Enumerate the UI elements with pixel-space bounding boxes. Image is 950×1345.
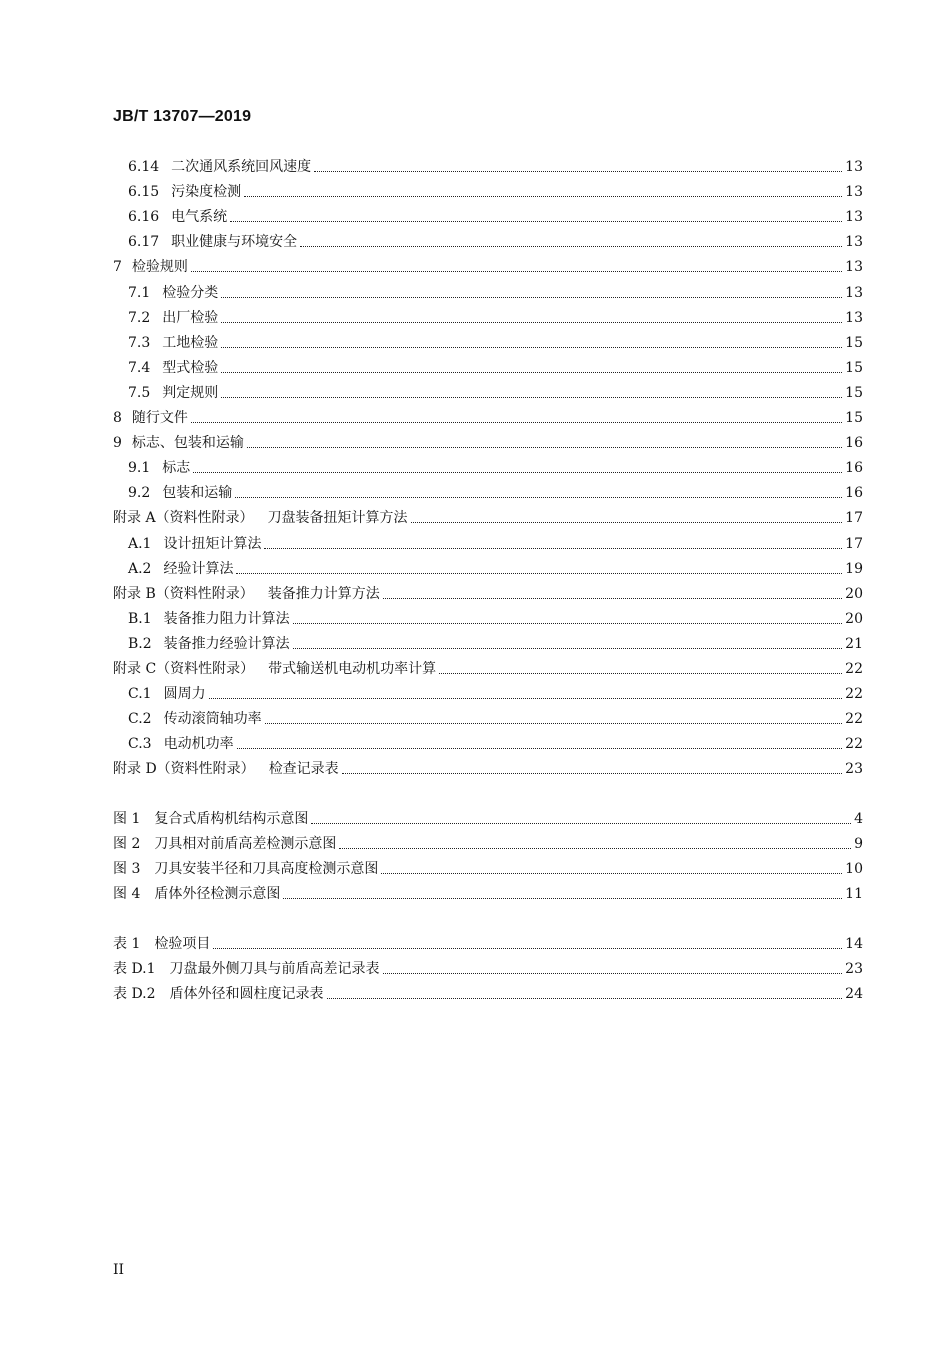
dot-leader (236, 572, 842, 574)
toc-entry[interactable] (128, 229, 863, 251)
toc-entry-number: 9.2 (128, 485, 151, 501)
toc-entry-page: 17 (845, 510, 863, 526)
toc-entry-page: 15 (845, 385, 863, 401)
toc-entry-number: 6.16 (128, 209, 160, 225)
toc-entry[interactable] (128, 706, 863, 728)
dot-leader (381, 872, 842, 874)
toc-entry-number: 图 3 (113, 861, 141, 877)
toc-entry[interactable] (113, 756, 863, 778)
toc-entry-title: 出厂检验 (162, 310, 219, 326)
toc-entry-number: 表 D.1 (113, 961, 156, 977)
standard-code-header: JB/T 13707—2019 (113, 108, 252, 125)
toc-entry-number: B.2 (128, 636, 152, 652)
toc-entry-number: 图 2 (113, 836, 141, 852)
toc-entry[interactable] (113, 405, 863, 427)
toc-entry[interactable] (128, 179, 863, 201)
toc-entry-title: 检查记录表 (268, 761, 339, 777)
toc-entry-page: 13 (845, 259, 863, 275)
toc-entry-page: 13 (845, 285, 863, 301)
toc-entry-page: 19 (845, 561, 863, 577)
toc-entry-page: 23 (845, 961, 863, 977)
toc-entry-number: 7.2 (128, 310, 151, 326)
toc-entry-title: 包装和运输 (162, 485, 233, 501)
toc-entry-title: 随行文件 (131, 410, 188, 426)
toc-entry-number: A.2 (128, 561, 152, 577)
toc-entry-title: 经验计算法 (163, 561, 234, 577)
toc-entry-title: 标志、包装和运输 (131, 435, 244, 451)
toc-entry-title: 检验项目 (154, 936, 211, 952)
toc-entry[interactable] (128, 531, 863, 553)
toc-entry-title: 刀盘最外侧刀具与前盾高差记录表 (169, 961, 380, 977)
toc-entry[interactable] (128, 305, 863, 327)
toc-entry-number: B.1 (128, 611, 152, 627)
dot-leader (244, 195, 842, 197)
toc-entry[interactable] (128, 556, 863, 578)
page-number: II (113, 1262, 125, 1278)
dot-leader (327, 997, 843, 999)
dot-leader (264, 547, 842, 549)
toc-entry-page: 9 (854, 836, 863, 852)
toc-entry-page: 14 (845, 936, 863, 952)
toc-entry-page: 15 (845, 410, 863, 426)
toc-entry[interactable] (128, 731, 863, 753)
toc-entry-page: 17 (845, 536, 863, 552)
toc-entry[interactable] (113, 581, 863, 603)
toc-entry-number: 9.1 (128, 460, 151, 476)
dot-leader (235, 496, 842, 498)
dot-leader (439, 672, 842, 674)
toc-entry[interactable] (128, 280, 863, 302)
toc-entry[interactable] (128, 380, 863, 402)
toc-entry-page: 13 (845, 310, 863, 326)
toc-entry-page: 22 (845, 686, 863, 702)
dot-leader (221, 371, 842, 373)
dot-leader (283, 897, 842, 899)
toc-entry[interactable] (113, 806, 863, 828)
dot-leader (311, 822, 851, 824)
toc-entry[interactable] (128, 330, 863, 352)
toc-entry-number: C.2 (128, 711, 152, 727)
dot-leader (191, 270, 842, 272)
toc-entry-page: 16 (845, 435, 863, 451)
toc-entry-title: 盾体外径检测示意图 (154, 886, 281, 902)
toc-entry-page: 4 (854, 811, 863, 827)
toc-entry-number: C.3 (128, 736, 152, 752)
toc-entry-title: 刀具相对前盾高差检测示意图 (154, 836, 337, 852)
toc-entry[interactable] (128, 154, 863, 176)
toc-entry-page: 20 (845, 586, 863, 602)
toc-entry-page: 13 (845, 209, 863, 225)
toc-entry-page: 15 (845, 335, 863, 351)
dot-leader (265, 722, 843, 724)
toc-entry[interactable] (113, 831, 863, 853)
toc-entry-number: 表 1 (113, 936, 141, 952)
toc-entry-page: 13 (845, 234, 863, 250)
toc-entry-title: 电气系统 (171, 209, 228, 225)
toc-entry[interactable] (128, 681, 863, 703)
toc-entry-title: 刀具安装半径和刀具高度检测示意图 (154, 861, 379, 877)
toc-entry-number: 附录 D（资料性附录） (113, 761, 255, 777)
toc-entry-page: 22 (845, 736, 863, 752)
toc-entry-number: 附录 A（资料性附录） (113, 510, 254, 526)
toc-entry-page: 23 (845, 761, 863, 777)
toc-entry-number: 7 (113, 259, 122, 275)
toc-entry-page: 13 (845, 159, 863, 175)
dot-leader (383, 972, 843, 974)
toc-entry[interactable] (128, 204, 863, 226)
toc-entry-number: 6.17 (128, 234, 160, 250)
dot-leader (221, 396, 842, 398)
dot-leader (221, 296, 842, 298)
toc-entry-title: 带式输送机电动机功率计算 (268, 661, 437, 677)
toc-entry-page: 22 (845, 711, 863, 727)
toc-entry-title: 传动滚筒轴功率 (163, 711, 262, 727)
toc-entry[interactable] (113, 931, 863, 953)
toc-entry[interactable] (128, 480, 863, 502)
toc-entry-page: 21 (845, 636, 863, 652)
toc-entry-number: 7.1 (128, 285, 151, 301)
toc-entry[interactable] (113, 981, 863, 1003)
toc-entry[interactable] (128, 355, 863, 377)
toc-entry-number: 6.14 (128, 159, 160, 175)
dot-leader (230, 220, 842, 222)
toc-entry-title: 检验分类 (162, 285, 219, 301)
toc-entry-title: 标志 (162, 460, 191, 476)
toc-entry-number: 表 D.2 (113, 986, 156, 1002)
dot-leader (247, 446, 842, 448)
toc-entry[interactable] (113, 656, 863, 678)
toc-entry[interactable] (113, 856, 863, 878)
toc-entry-number: 7.5 (128, 385, 151, 401)
toc-entry-title: 设计扭矩计算法 (163, 536, 262, 552)
toc-entry-title: 装备推力计算方法 (267, 586, 380, 602)
toc-entry-title: 圆周力 (163, 686, 206, 702)
toc-entry-number: 附录 B（资料性附录） (113, 586, 254, 602)
toc-entry-page: 22 (845, 661, 863, 677)
toc-entry[interactable] (128, 606, 863, 628)
toc-entry-title: 装备推力阻力计算法 (163, 611, 290, 627)
toc-entry-number: 8 (113, 410, 122, 426)
toc-entry-number: 图 4 (113, 886, 141, 902)
dot-leader (411, 521, 843, 523)
toc-entry[interactable] (113, 956, 863, 978)
toc-entry[interactable] (113, 881, 863, 903)
toc-entry-number: 6.15 (128, 184, 160, 200)
dot-leader (339, 847, 851, 849)
dot-leader (221, 321, 842, 323)
dot-leader (300, 245, 842, 247)
toc-entry[interactable] (113, 505, 863, 527)
dot-leader (209, 697, 843, 699)
toc-entry-number: 7.4 (128, 360, 151, 376)
toc-entry-page: 11 (845, 886, 863, 902)
dot-leader (293, 622, 843, 624)
toc-entry[interactable] (128, 455, 863, 477)
toc-entry-title: 污染度检测 (171, 184, 242, 200)
toc-entry-page: 15 (845, 360, 863, 376)
toc-entry-page: 16 (845, 485, 863, 501)
toc-entry-title: 工地检验 (162, 335, 219, 351)
toc-entry-page: 24 (845, 986, 863, 1002)
dot-leader (293, 647, 843, 649)
toc-entry-title: 装备推力经验计算法 (163, 636, 290, 652)
toc-entry-page: 20 (845, 611, 863, 627)
toc-entry-number: A.1 (128, 536, 152, 552)
dot-leader (383, 597, 842, 599)
toc-entry[interactable] (128, 631, 863, 653)
toc-entry-title: 判定规则 (162, 385, 219, 401)
toc-entry[interactable] (113, 430, 863, 452)
toc-entry-title: 型式检验 (162, 360, 219, 376)
dot-leader (342, 772, 842, 774)
toc-entry-page: 16 (845, 460, 863, 476)
toc-entry-title: 电动机功率 (163, 736, 234, 752)
toc-entry-number: 附录 C（资料性附录） (113, 661, 255, 677)
dot-leader (213, 947, 842, 949)
toc-entry-title: 检验规则 (131, 259, 188, 275)
toc-entry-number: 9 (113, 435, 122, 451)
toc-entry-title: 职业健康与环境安全 (171, 234, 298, 250)
toc-entry[interactable] (113, 254, 863, 276)
toc-entry-title: 复合式盾构机结构示意图 (154, 811, 309, 827)
toc-entry-title: 盾体外径和圆柱度记录表 (169, 986, 324, 1002)
dot-leader (221, 346, 842, 348)
toc-entry-number: C.1 (128, 686, 152, 702)
toc-entry-title: 刀盘装备扭矩计算方法 (267, 510, 408, 526)
dot-leader (314, 170, 842, 172)
toc-entry-title: 二次通风系统回风速度 (171, 159, 312, 175)
toc-entry-page: 13 (845, 184, 863, 200)
dot-leader (193, 471, 842, 473)
toc-entry-number: 7.3 (128, 335, 151, 351)
toc-entry-page: 10 (845, 861, 863, 877)
dot-leader (237, 747, 843, 749)
toc-entry-number: 图 1 (113, 811, 141, 827)
dot-leader (191, 421, 842, 423)
